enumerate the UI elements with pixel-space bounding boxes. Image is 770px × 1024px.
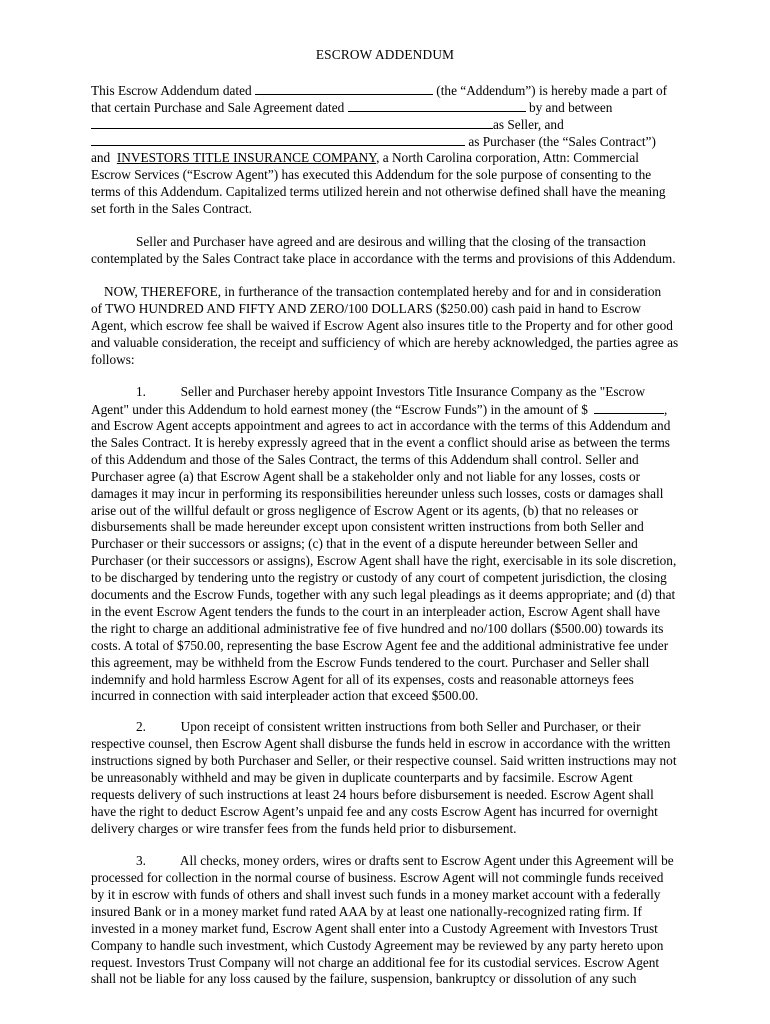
- section-1-heading-line: [136, 384, 645, 400]
- now-therefore-line-4: and valuable consideration, the receipt and sufficiency of which are hereby acknowledged, the parties agree as: [91, 335, 679, 350]
- section-2-line: requests delivery of such instructions at least 24 hours before disbursement is needed. Escrow Agent shall: [91, 786, 654, 802]
- opening-text: (the “Addendum”) is hereby made a part of: [436, 83, 668, 98]
- section-2-line: have the right to deduct Escrow Agent’s unpaid fee and any costs Escrow Agent has incurred for overnight: [91, 803, 658, 819]
- recital-line-1: Seller and Purchaser have agreed and are desirous and willing that the closing of the transaction: [136, 234, 646, 249]
- section-1-line: incurred in connection with said interpleader action that exceed $500.00.: [91, 688, 479, 704]
- section-2-line: instructions signed by both Purchaser and Seller, or their respective counsel. Said written instructions may not: [91, 752, 677, 768]
- section-1-line: and Escrow Agent accepts appointment and agrees to act in accordance with the terms of this Addendum and: [91, 418, 671, 433]
- section-1-line: the right to charge an additional administrative fee of five hundred and no/100 dollars ($500.00) towards its: [91, 620, 664, 636]
- section-1-first-line: Seller and Purchaser hereby appoint Investors Title Insurance Company as the "Escrow: [180, 384, 646, 399]
- section-1-text: ,: [663, 402, 668, 417]
- section-3-first-line: All checks, money orders, wires or drafts sent to Escrow Agent under this Agreement will be: [179, 853, 674, 868]
- section-3-line: processed for collection in the normal course of business. Escrow Agent will not commingle funds received: [91, 870, 664, 885]
- section-1-number: 1.: [136, 384, 146, 399]
- section-3-line: Company to handle such investment, which Custody Agreement may be reviewed by any party hereto upon: [91, 937, 664, 953]
- opening-text: by and between: [528, 100, 613, 115]
- section-1-line: damages it may incur in performing its responsibilities hereunder unless such losses, costs or damages shall: [91, 485, 664, 501]
- opening-line-1: [91, 82, 667, 99]
- section-2-line: respective counsel, then Escrow Agent shall disburse the funds held in escrow in accordance with the written: [91, 736, 671, 751]
- seller-name-blank[interactable]: [91, 116, 493, 129]
- addendum-date-blank[interactable]: [255, 82, 433, 95]
- section-3-heading-line: [136, 853, 674, 869]
- section-2-line: be unreasonably withheld and may be given in duplicate counterparts and by facsimile. Escrow Agent: [91, 769, 633, 785]
- opening-text: and: [91, 150, 111, 165]
- opening-line-8: set forth in the Sales Contract.: [91, 201, 253, 216]
- opening-text: that certain Purchase and Sale Agreement dated: [91, 100, 345, 115]
- section-2-number: 2.: [136, 719, 146, 734]
- agreement-date-blank[interactable]: [348, 99, 526, 112]
- now-therefore-line-3: Agent, which escrow fee shall be waived if Escrow Agent also insures title to the Property and for other good: [91, 318, 673, 333]
- opening-line-2: [91, 99, 612, 116]
- now-therefore-line-2: of TWO HUNDRED AND FIFTY AND ZERO/100 DOLLARS ($250.00) cash paid in hand to Escrow: [91, 301, 641, 316]
- section-1-line: arise out of the willful default or gross negligence of Escrow Agent or its agents, (b) that no releases or: [91, 502, 639, 518]
- section-1-line: of this Addendum and those of the Sales Contract, the terms of this Addendum shall control. Seller and: [91, 451, 639, 467]
- section-1-line: to be discharged by tendering unto the registry or custody of any court of competent jurisdiction, the closing: [91, 570, 667, 586]
- section-1-line: indemnify and hold harmless Escrow Agent for all of its expenses, costs and reasonable attorneys fees: [91, 671, 634, 687]
- opening-text: as Seller, and: [493, 117, 564, 132]
- section-2-heading-line: [136, 719, 641, 735]
- recital-line-2: contemplated by the Sales Contract take place in accordance with the terms and provisions of this Addendum.: [91, 251, 676, 266]
- purchaser-name-blank[interactable]: [91, 133, 465, 146]
- section-3-line: invested in a money market fund, Escrow Agent shall enter into a Custody Agreement with Investors Trust: [91, 920, 658, 936]
- section-2-line: delivery charges or wire transfer fees from the funds held prior to disbursement.: [91, 820, 517, 836]
- now-therefore-line-1: NOW, THEREFORE, in furtherance of the transaction contemplated hereby and for and in consideration: [104, 284, 662, 299]
- opening-line-5: [91, 150, 639, 166]
- section-3-line: by it in escrow with funds of others and shall invest such funds in a money market account with a federally: [91, 886, 661, 902]
- section-1-line: the Sales Contract. It is hereby expressly agreed that in the event a conflict should arise as between the terms: [91, 434, 670, 450]
- document-title: ESCROW ADDENDUM: [315, 47, 455, 62]
- opening-text: , a North Carolina corporation, Attn: Commercial: [376, 150, 639, 165]
- section-1-line: documents and the Escrow Funds, together with any such legal pleadings as it deems appropriate; and (d) that: [91, 587, 676, 602]
- section-1-line: Purchaser (or their successors or assigns), Escrow Agent shall have the right, exercisable in its sole discretion,: [91, 553, 677, 569]
- escrow-amount-blank[interactable]: [594, 401, 664, 414]
- section-1-line: costs. A total of $750.00, representing the base Escrow Agent fee and the additional administrative fee under: [91, 637, 669, 653]
- now-therefore-line-5: follows:: [91, 352, 135, 367]
- section-1-text: Agent" under this Addendum to hold earnest money (the “Escrow Funds”) in the amount of $: [91, 402, 588, 417]
- escrow-agent-company: INVESTORS TITLE INSURANCE COMPANY: [116, 150, 377, 165]
- section-1-line: this agreement, may be withheld from the Escrow Funds tendered to the court. Purchaser and Seller shall: [91, 654, 650, 670]
- section-3-line: shall not be liable for any loss caused by the failure, suspension, bankruptcy or dissolution of any such: [91, 971, 637, 987]
- section-1-line: Purchaser agree (a) that Escrow Agent shall be a stakeholder only and not liable for any losses, costs or: [91, 468, 641, 484]
- section-1-line: Purchaser or their successors or assigns; (c) that in the event of a dispute hereunder between Seller and: [91, 536, 638, 552]
- opening-line-7: terms of this Addendum. Capitalized terms utilized herein and not otherwise defined shall have the meaning: [91, 184, 666, 199]
- section-1-line: disbursements shall be made hereunder except upon consistent written instructions from both Seller and: [91, 519, 644, 535]
- opening-line-6: Escrow Services (“Escrow Agent”) has executed this Addendum for the sole purpose of consenting to the: [91, 167, 652, 182]
- section-3-line: insured Bank or in a money market fund rated AAA by at least one nationally-recognized rating firm. If: [91, 903, 642, 919]
- opening-text: as Purchaser (the “Sales Contract”): [468, 134, 656, 149]
- section-3-line: request. Investors Trust Company will not charge an additional fee for its custodial services. Escrow Agent: [91, 954, 660, 970]
- section-1-line: in the event Escrow Agent tenders the funds to the court in an interpleader action, Escrow Agent shall have: [91, 603, 661, 619]
- opening-line-4: [91, 133, 656, 150]
- section-1-line-2: [91, 401, 667, 418]
- section-2-first-line: Upon receipt of consistent written instructions from both Seller and Purchaser, or their: [180, 719, 641, 734]
- opening-text: This Escrow Addendum dated: [91, 83, 252, 98]
- opening-line-3: [91, 116, 564, 133]
- section-3-number: 3.: [136, 853, 146, 868]
